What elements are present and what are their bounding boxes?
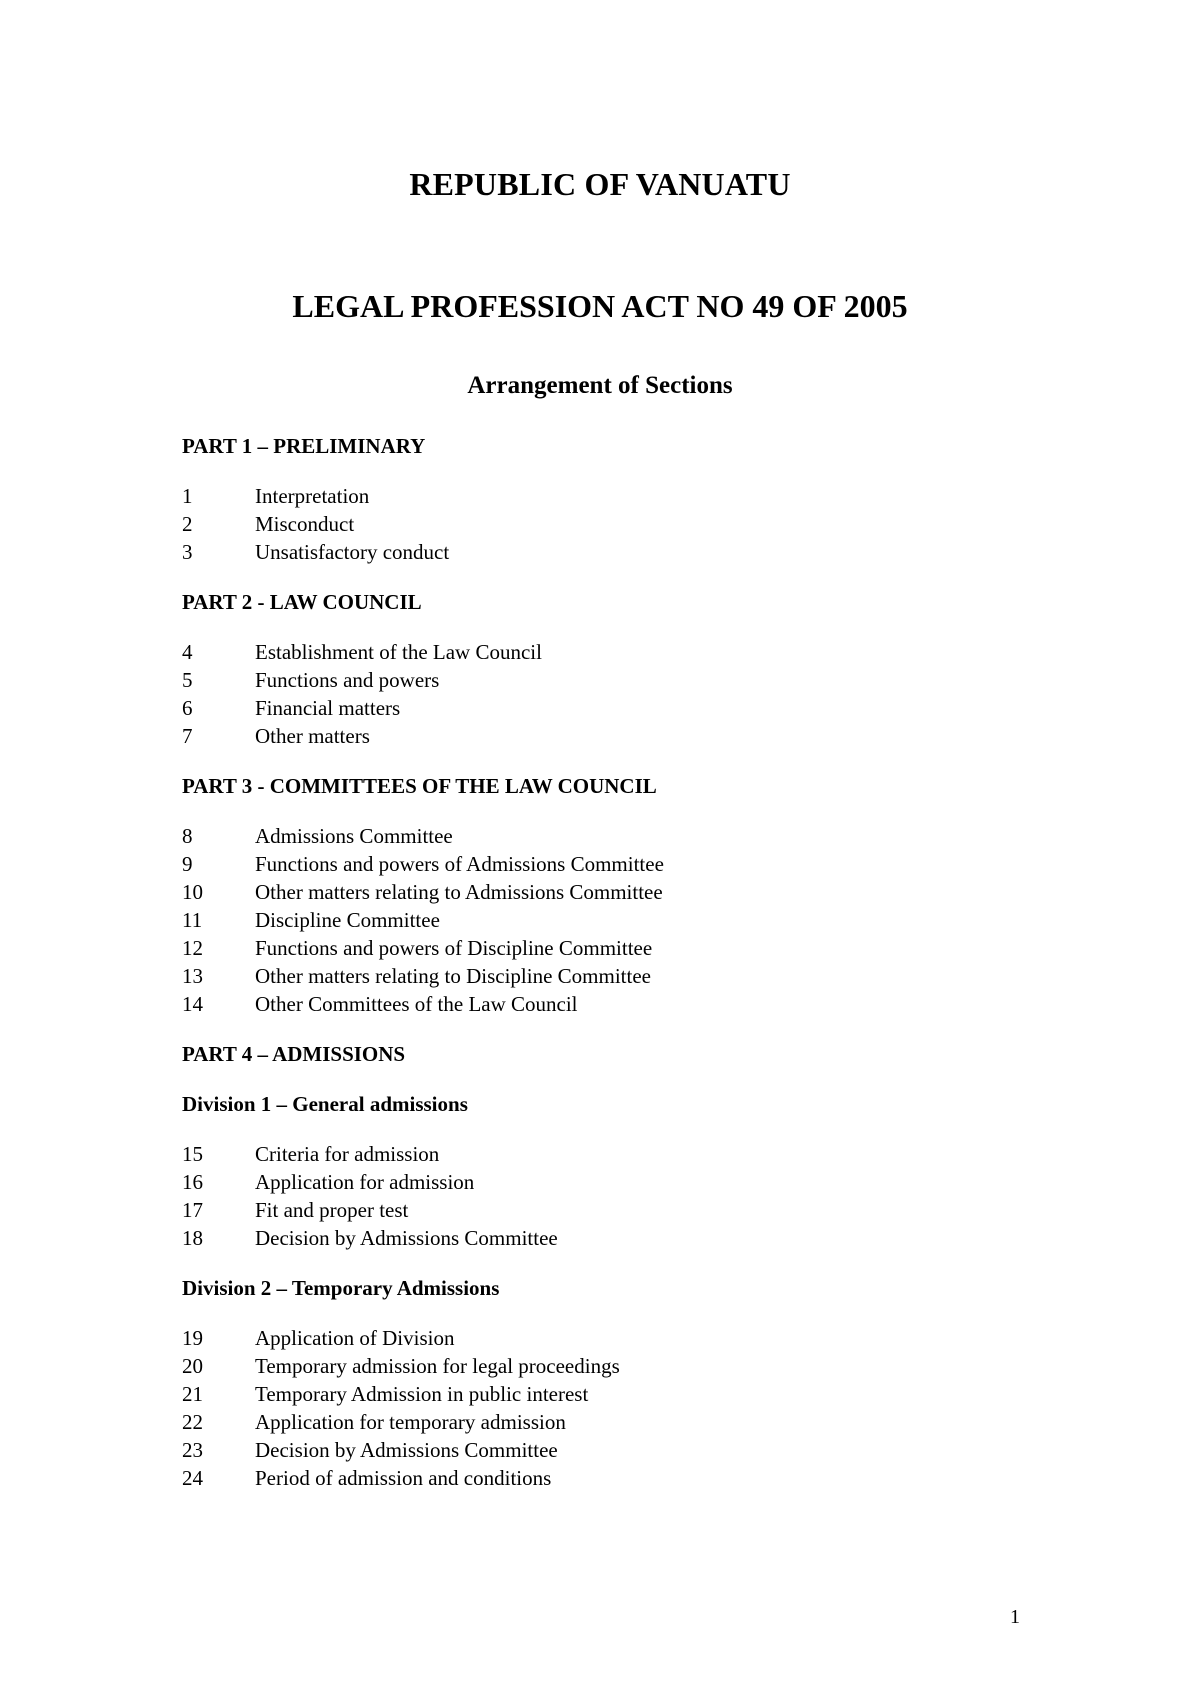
- section-row: [182, 1324, 1082, 1352]
- section-number: 20: [182, 1354, 203, 1378]
- section-title: Functions and powers of Admissions Committee: [255, 852, 664, 876]
- section-title: Application of Division: [255, 1326, 455, 1350]
- section-title: Temporary admission for legal proceedings: [255, 1354, 620, 1378]
- division-heading: Division 2 – Temporary Admissions: [182, 1276, 500, 1300]
- act-title: LEGAL PROFESSION ACT NO 49 OF 2005: [292, 288, 908, 324]
- section-title: Decision by Admissions Committee: [255, 1226, 558, 1250]
- section-row: [182, 1196, 1082, 1224]
- section-list: [182, 822, 1082, 1018]
- country-title: REPUBLIC OF VANUATU: [409, 166, 791, 202]
- part-heading: PART 4 – ADMISSIONS: [182, 1042, 406, 1066]
- part-heading: PART 2 - LAW COUNCIL: [182, 590, 422, 614]
- section-title: Interpretation: [255, 484, 370, 508]
- section-number: 8: [182, 824, 193, 848]
- section-title: Misconduct: [255, 512, 355, 536]
- section-title: Criteria for admission: [255, 1142, 440, 1166]
- section-number: 10: [182, 880, 203, 904]
- section-row: [182, 1436, 1082, 1464]
- section-number: 19: [182, 1326, 203, 1350]
- section-row: [182, 962, 1082, 990]
- section-row: [182, 878, 1082, 906]
- section-number: 9: [182, 852, 193, 876]
- section-row: [182, 722, 1082, 750]
- section-row: [182, 1408, 1082, 1436]
- section-title: Admissions Committee: [255, 824, 453, 848]
- section-number: 3: [182, 540, 193, 564]
- section-number: 23: [182, 1438, 203, 1462]
- section-number: 1: [182, 484, 193, 508]
- section-list: [182, 482, 1082, 566]
- section-title: Temporary Admission in public interest: [255, 1382, 589, 1406]
- section-title: Fit and proper test: [255, 1198, 409, 1222]
- section-row: [182, 1140, 1082, 1168]
- section-row: [182, 1380, 1082, 1408]
- section-number: 24: [182, 1466, 203, 1490]
- section-title: Establishment of the Law Council: [255, 640, 542, 664]
- section-row: [182, 1464, 1082, 1492]
- section-title: Other matters relating to Admissions Committee: [255, 880, 663, 904]
- section-title: Financial matters: [255, 696, 401, 720]
- section-title: Other matters relating to Discipline Committee: [255, 964, 651, 988]
- section-row: [182, 638, 1082, 666]
- section-title: Application for temporary admission: [255, 1410, 566, 1434]
- section-title: Application for admission: [255, 1170, 475, 1194]
- section-row: [182, 822, 1082, 850]
- section-number: 11: [182, 908, 203, 932]
- section-row: [182, 538, 1082, 566]
- section-number: 5: [182, 668, 193, 692]
- section-row: [182, 1168, 1082, 1196]
- section-row: [182, 482, 1082, 510]
- section-number: 17: [182, 1198, 203, 1222]
- section-number: 6: [182, 696, 193, 720]
- page-number: 1: [1010, 1606, 1020, 1628]
- section-number: 15: [182, 1142, 203, 1166]
- section-row: [182, 906, 1082, 934]
- section-number: 14: [182, 992, 203, 1016]
- section-list: [182, 1324, 1082, 1492]
- section-row: [182, 694, 1082, 722]
- section-number: 4: [182, 640, 193, 664]
- part-heading: PART 1 – PRELIMINARY: [182, 434, 426, 458]
- section-number: 18: [182, 1226, 203, 1250]
- section-row: [182, 1352, 1082, 1380]
- section-title: Period of admission and conditions: [255, 1466, 552, 1490]
- section-row: [182, 510, 1082, 538]
- section-title: Other matters: [255, 724, 370, 748]
- section-number: 12: [182, 936, 203, 960]
- section-row: [182, 1224, 1082, 1252]
- arrangement-heading: Arrangement of Sections: [467, 372, 733, 399]
- section-title: Unsatisfactory conduct: [255, 540, 450, 564]
- part-heading: PART 3 - COMMITTEES OF THE LAW COUNCIL: [182, 774, 657, 798]
- section-list: [182, 638, 1082, 750]
- division-heading: Division 1 – General admissions: [182, 1092, 468, 1116]
- section-title: Decision by Admissions Committee: [255, 1438, 558, 1462]
- table-of-contents: [182, 432, 1082, 1514]
- section-title: Discipline Committee: [255, 908, 440, 932]
- section-number: 16: [182, 1170, 203, 1194]
- section-number: 21: [182, 1382, 203, 1406]
- section-row: [182, 990, 1082, 1018]
- section-row: [182, 666, 1082, 694]
- section-title: Functions and powers: [255, 668, 440, 692]
- section-title: Other Committees of the Law Council: [255, 992, 578, 1016]
- section-number: 7: [182, 724, 193, 748]
- section-list: [182, 1140, 1082, 1252]
- section-number: 2: [182, 512, 193, 536]
- section-row: [182, 850, 1082, 878]
- section-title: Functions and powers of Discipline Committee: [255, 936, 653, 960]
- section-number: 22: [182, 1410, 203, 1434]
- section-number: 13: [182, 964, 203, 988]
- section-row: [182, 934, 1082, 962]
